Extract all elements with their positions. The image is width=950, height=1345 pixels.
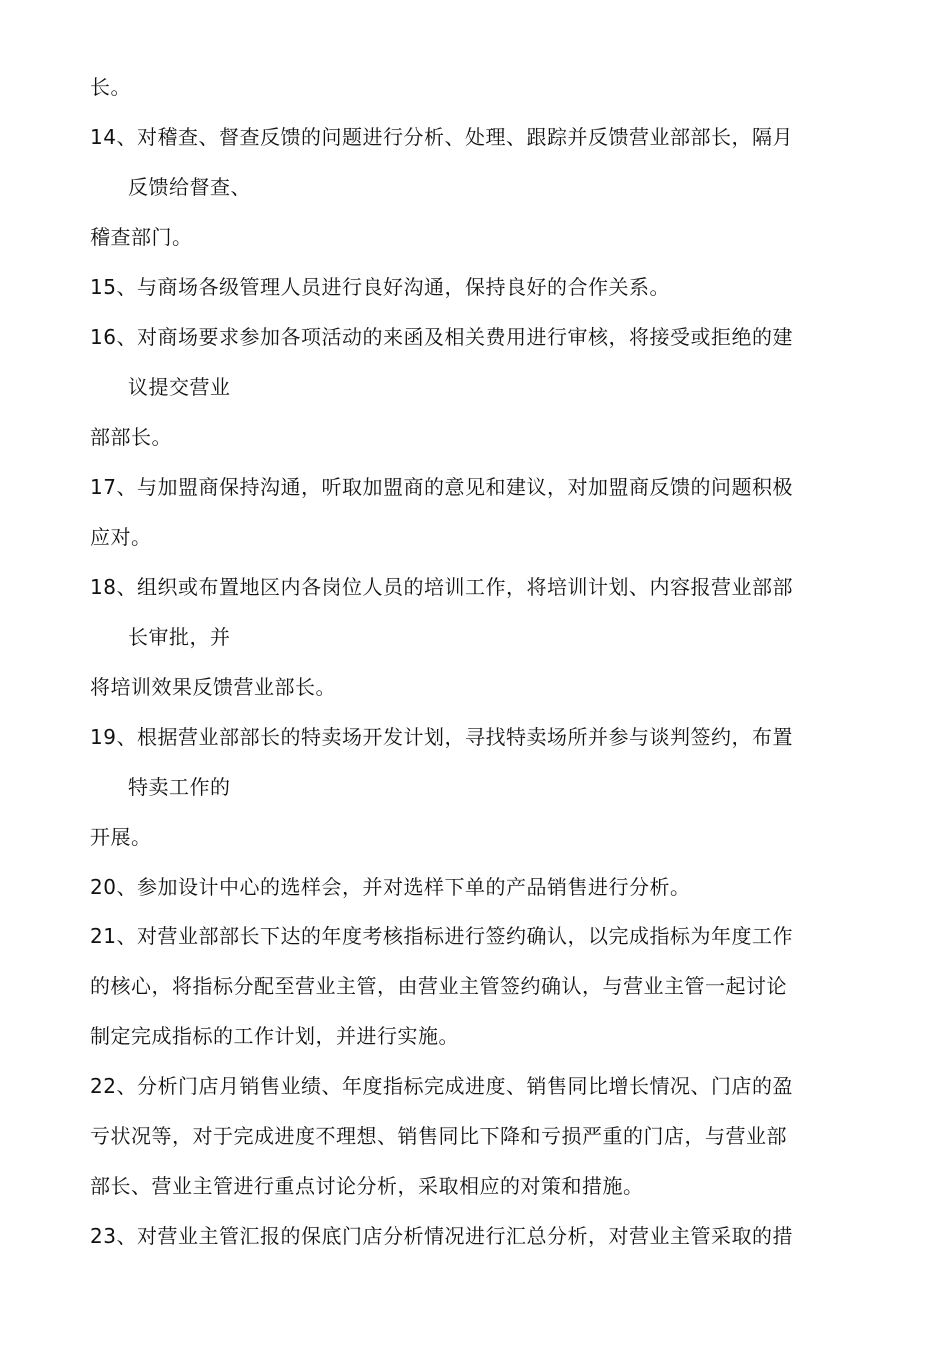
text-line: 稽查部门。 — [90, 225, 193, 249]
text-line: 长审批，并 — [128, 625, 231, 649]
text-line: 21、对营业部部长下达的年度考核指标进行签约确认，以完成指标为年度工作 — [90, 924, 793, 948]
text-line: 特卖工作的 — [128, 775, 231, 799]
text-line: 反馈给督查、 — [128, 175, 251, 199]
text-line: 开展。 — [90, 825, 152, 849]
text-line: 22、分析门店月销售业绩、年度指标完成进度、销售同比增长情况、门店的盈 — [90, 1074, 793, 1098]
text-line: 部部长。 — [90, 425, 172, 449]
text-line: 17、与加盟商保持沟通，听取加盟商的意见和建议，对加盟商反馈的问题积极 — [90, 475, 793, 499]
text-line: 14、对稽查、督查反馈的问题进行分析、处理、跟踪并反馈营业部部长，隔月 — [90, 125, 793, 149]
text-line: 长。 — [90, 75, 131, 99]
text-line: 亏状况等，对于完成进度不理想、销售同比下降和亏损严重的门店，与营业部 — [90, 1124, 787, 1148]
text-line: 16、对商场要求参加各项活动的来函及相关费用进行审核，将接受或拒绝的建 — [90, 325, 793, 349]
text-line: 20、参加设计中心的选样会，并对选样下单的产品销售进行分析。 — [90, 875, 691, 899]
text-line: 23、对营业主管汇报的保底门店分析情况进行汇总分析，对营业主管采取的措 — [90, 1224, 793, 1248]
text-line: 议提交营业 — [128, 375, 231, 399]
text-line: 15、与商场各级管理人员进行良好沟通，保持良好的合作关系。 — [90, 275, 670, 299]
text-line: 19、根据营业部部长的特卖场开发计划，寻找特卖场所并参与谈判签约，布置 — [90, 725, 793, 749]
text-line: 部长、营业主管进行重点讨论分析，采取相应的对策和措施。 — [90, 1174, 644, 1198]
text-line: 应对。 — [90, 525, 152, 549]
text-line: 将培训效果反馈营业部长。 — [90, 675, 336, 699]
text-line: 18、组织或布置地区内各岗位人员的培训工作，将培训计划、内容报营业部部 — [90, 575, 793, 599]
text-line: 的核心，将指标分配至营业主管，由营业主管签约确认，与营业主管一起讨论 — [90, 974, 787, 998]
text-line: 制定完成指标的工作计划，并进行实施。 — [90, 1024, 459, 1048]
